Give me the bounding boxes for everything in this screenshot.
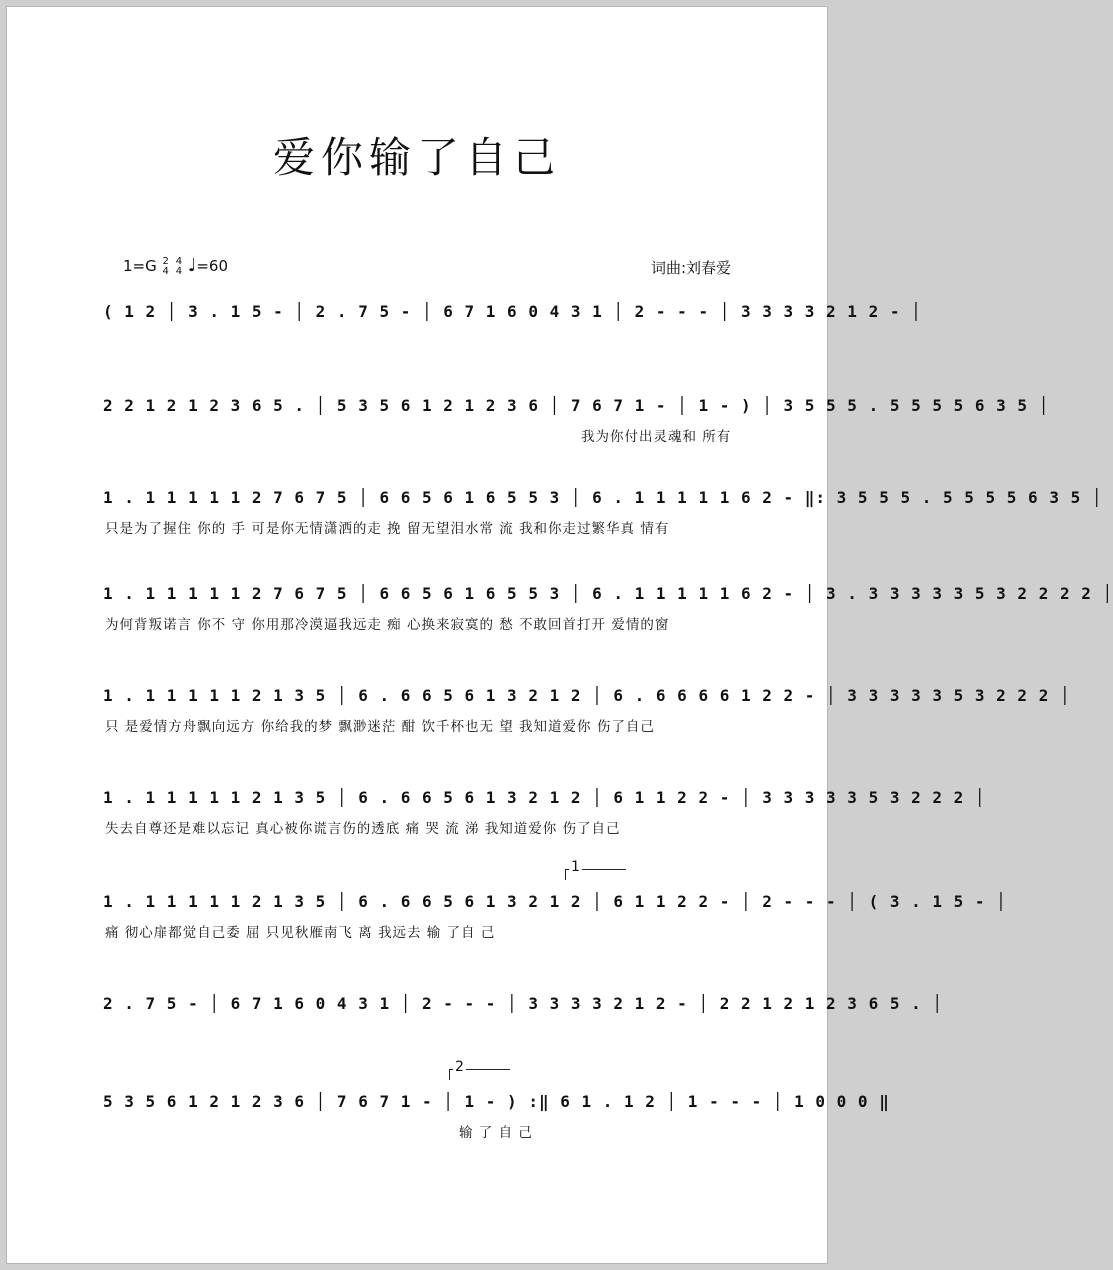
time-signature-2-4: 2 4 <box>162 255 169 277</box>
staff-row <box>103 681 1071 735</box>
key-signature: 1=G <box>123 257 157 275</box>
lyrics-line: 痛 彻心扉都觉自己委 屈 只见秋雁南飞 离 我远去 输 了自 己 <box>105 925 496 941</box>
staff-row <box>103 579 1113 633</box>
page-title: 爱你输了自己 <box>272 133 561 182</box>
notation-line: 1 . 1 1 1 1 1 2 7 6 7 5 │ 6 6 5 6 1 6 5 5 3 │ 6 . 1 1 1 1 1 6 2 - ‖: 3 5 5 5 . 5 5 5 5 6 3 5 │ <box>103 488 1103 507</box>
notation-line: 2 . 7 5 - │ 6 7 1 6 0 4 3 1 │ 2 - - - │ 3 3 3 3 2 1 2 - │ 2 2 1 2 1 2 3 6 5 . │ <box>103 994 943 1013</box>
lyrics-line: 我为你付出灵魂和 所有 <box>581 429 732 445</box>
volta-number: 2 <box>455 1059 464 1075</box>
quarter-note-icon: ♩ <box>187 255 197 276</box>
volta-number: 1 <box>571 859 580 875</box>
time-signature-4-4: 4 4 <box>175 255 183 277</box>
key-tempo-line <box>123 255 228 277</box>
staff-row <box>103 859 1007 941</box>
staff-row <box>103 989 943 1019</box>
staff-row <box>103 391 1050 445</box>
lyrics-line: 输 了 自 己 <box>459 1125 533 1141</box>
staff-row <box>103 1059 890 1141</box>
tempo-value: =60 <box>196 257 228 275</box>
staff-row <box>103 483 1103 537</box>
lyrics-line: 失去自尊还是难以忘记 真心被你谎言伤的透底 痛 哭 流 涕 我知道爱你 伤了自己 <box>105 821 621 837</box>
lyrics-line: 只 是爱情方舟飘向远方 你给我的梦 飘渺迷茫 酣 饮千杯也无 望 我知道爱你 伤了自己 <box>105 719 655 735</box>
credit: 词曲:刘春爱 <box>650 259 731 277</box>
score-sheet <box>6 6 1113 1264</box>
notation-line: 5 3 5 6 1 2 1 2 3 6 │ 7 6 7 1 - │ 1 - ) :‖ 6 1 . 1 2 │ 1 - - - │ 1 0 0 0 ‖ <box>103 1092 890 1111</box>
notation-line: 1 . 1 1 1 1 1 2 1 3 5 │ 6 . 6 6 5 6 1 3 2 1 2 │ 6 1 1 2 2 - │ 3 3 3 3 3 5 3 2 2 2 │ <box>103 788 986 807</box>
lyrics-line: 只是为了握住 你的 手 可是你无情潇洒的走 挽 留无望泪水常 流 我和你走过繁华真 情有 <box>105 521 670 537</box>
lyrics-line: 为何背叛诺言 你不 守 你用那冷漠逼我远走 痴 心换来寂寞的 愁 不敢回首打开 爱情的窗 <box>105 617 670 633</box>
notation-line: 1 . 1 1 1 1 1 2 7 6 7 5 │ 6 6 5 6 1 6 5 5 3 │ 6 . 1 1 1 1 1 6 2 - │ 3 . 3 3 3 3 3 5 3 2 2 2 2 │ <box>103 584 1113 603</box>
notation-line: ( 1 2 │ 3 . 1 5 - │ 2 . 7 5 - │ 6 7 1 6 0 4 3 1 │ 2 - - - │ 3 3 3 3 2 1 2 - │ <box>103 302 922 321</box>
staff-row <box>103 783 986 837</box>
notation-line: 2 2 1 2 1 2 3 6 5 . │ 5 3 5 6 1 2 1 2 3 6 │ 7 6 7 1 - │ 1 - ) │ 3 5 5 5 . 5 5 5 5 6 3 5 │ <box>103 396 1050 415</box>
staff-row <box>103 297 922 327</box>
notation-line: 1 . 1 1 1 1 1 2 1 3 5 │ 6 . 6 6 5 6 1 3 2 1 2 │ 6 . 6 6 6 6 1 2 2 - │ 3 3 3 3 3 5 3 2 2 2 │ <box>103 686 1071 705</box>
notation-line: 1 . 1 1 1 1 1 2 1 3 5 │ 6 . 6 6 5 6 1 3 2 1 2 │ 6 1 1 2 2 - │ 2 - - - │ ( 3 . 1 5 - │ <box>103 892 1007 911</box>
